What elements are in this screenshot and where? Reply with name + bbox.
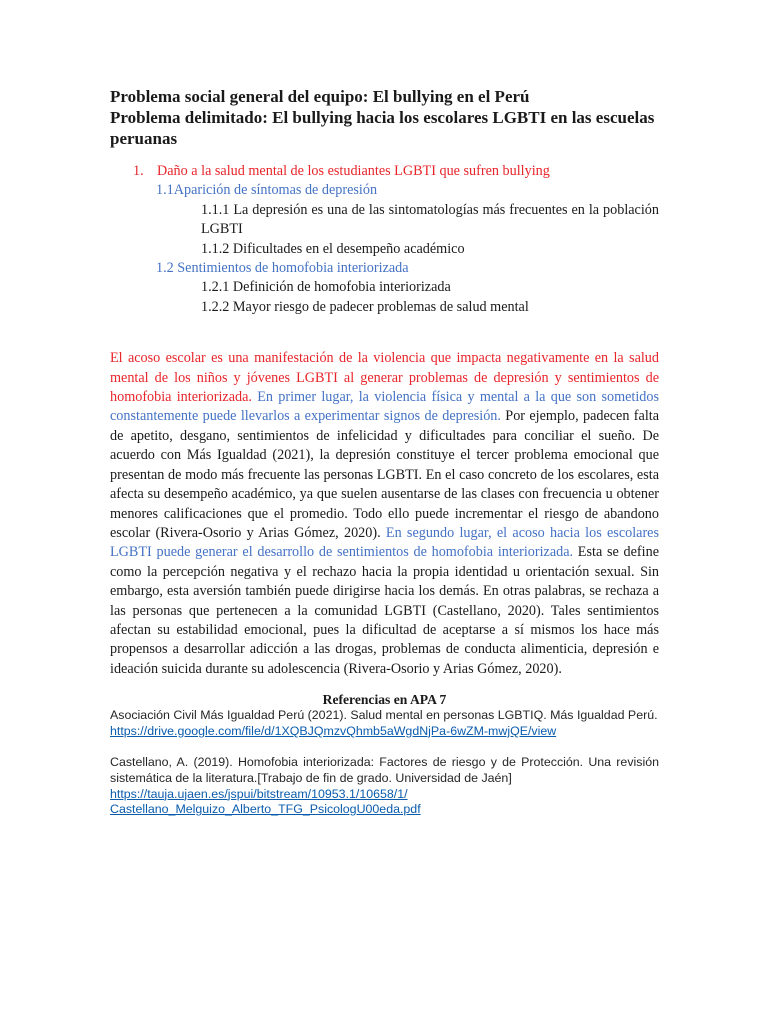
document-page — [110, 86, 659, 818]
essay-second-argument: En segundo lugar, el acoso hacia los escolares LGBTI puede generar el desarrollo de sentimientos de homofobia interiorizada. — [110, 524, 659, 561]
reference-1 — [110, 708, 659, 739]
outline-item-1 — [110, 162, 659, 181]
outline-item-1-1-2: 1.1.2 Dificultades en el desempeño académico — [201, 240, 465, 257]
reference-2-link-part1[interactable]: https://tauja.ujaen.es/jspui/bitstream/10953.1/10658/1/ — [110, 786, 408, 801]
reference-1-link[interactable]: https://drive.google.com/file/d/1XQBJQmzvQhmb5aWgdNjPa-6wZM-mwjQE/view — [110, 723, 557, 738]
outline-item-1-1-1: 1.1.1 La depresión es una de las sintomatologías más frecuentes en la población LGBTI — [201, 201, 659, 238]
reference-2-text: Castellano, A. (2019). Homofobia interiorizada: Factores de riesgo y de Protección. Una revisión sistemática de la literatura.[Trabajo de fin de grado. Universidad de Jaén] — [110, 755, 659, 785]
outline-item-1-1: 1.1Aparición de síntomas de depresión — [156, 182, 378, 199]
outline-list — [110, 162, 659, 317]
general-problem-title: Problema social general del equipo: El bullying en el Perú — [110, 87, 530, 106]
reference-2-link-part2[interactable]: Castellano_Melguizo_Alberto_TFG_PsicologU00eda.pdf — [110, 802, 421, 817]
outline-item-1-2-2: 1.2.2 Mayor riesgo de padecer problemas de salud mental — [201, 298, 529, 315]
essay-first-argument: En primer lugar, la violencia física y mental a la que son sometidos constantemente puede llevarlos a experimentar signos de depresión. — [110, 389, 659, 425]
outline-item-1-2: 1.2 Sentimientos de homofobia interiorizada — [156, 260, 409, 277]
outline-item-1-text: Daño a la salud mental de los estudiantes LGBTI que sufren bullying — [157, 163, 550, 179]
essay-thesis: El acoso escolar es una manifestación de la violencia que impacta negativamente en la salud mental de los niños y jóvenes LGBTI al generar problemas de depresión y sentimientos de homofobia interiorizada. — [110, 350, 659, 406]
essay-first-support: Por ejemplo, padecen falta de apetito, desgano, sentimientos de infelicidad y dificultades para conciliar el sueño. De acuerdo con Más Igualdad (2021), la depresión constituye el tercer problema emocional que presentan de modo más frecuente las personas LGBTI. En el caso concreto de los escolares, esta afecta su desempeño académico, ya que suelen ausentarse de las clases con frecuencia u obtener menores calificaciones que el promedio. Todo ello puede incrementar el riesgo de abandono escolar (Rivera-Osorio y Arias Gómez, 2020). — [110, 408, 659, 541]
delimited-problem-title: Problema delimitado: El bullying hacia los escolares LGBTI en las escuelas peruanas — [110, 108, 655, 148]
outline-item-1-2-1: 1.2.1 Definición de homofobia interiorizada — [201, 279, 451, 296]
reference-1-text: Asociación Civil Más Igualdad Perú (2021). Salud mental en personas LGBTIQ. Más Igualdad Perú. — [110, 708, 658, 723]
essay-paragraph — [110, 349, 659, 679]
references-heading: Referencias en APA 7 — [322, 692, 447, 708]
reference-2 — [110, 755, 659, 817]
essay-second-support: Esta se define como la percepción negativa y el rechazo hacia la propia identidad u orientación sexual. Sin embargo, esta aversión también puede dirigirse hacia los demás. En otras palabras, se rechaza a las personas que pertenecen a la comunidad LGBTI (Castellano, 2020). Tales sentimientos afectan su estabilidad emocional, pues la dificultad de aceptarse a sí mismos los hace más propensos a desarrollar adicción a las drogas, problemas de conducta alimenticia, depresión e ideación suicida durante su adolescencia (Rivera-Osorio y Arias Gómez, 2020). — [110, 544, 659, 677]
outline-item-1-number: 1. — [133, 163, 144, 179]
